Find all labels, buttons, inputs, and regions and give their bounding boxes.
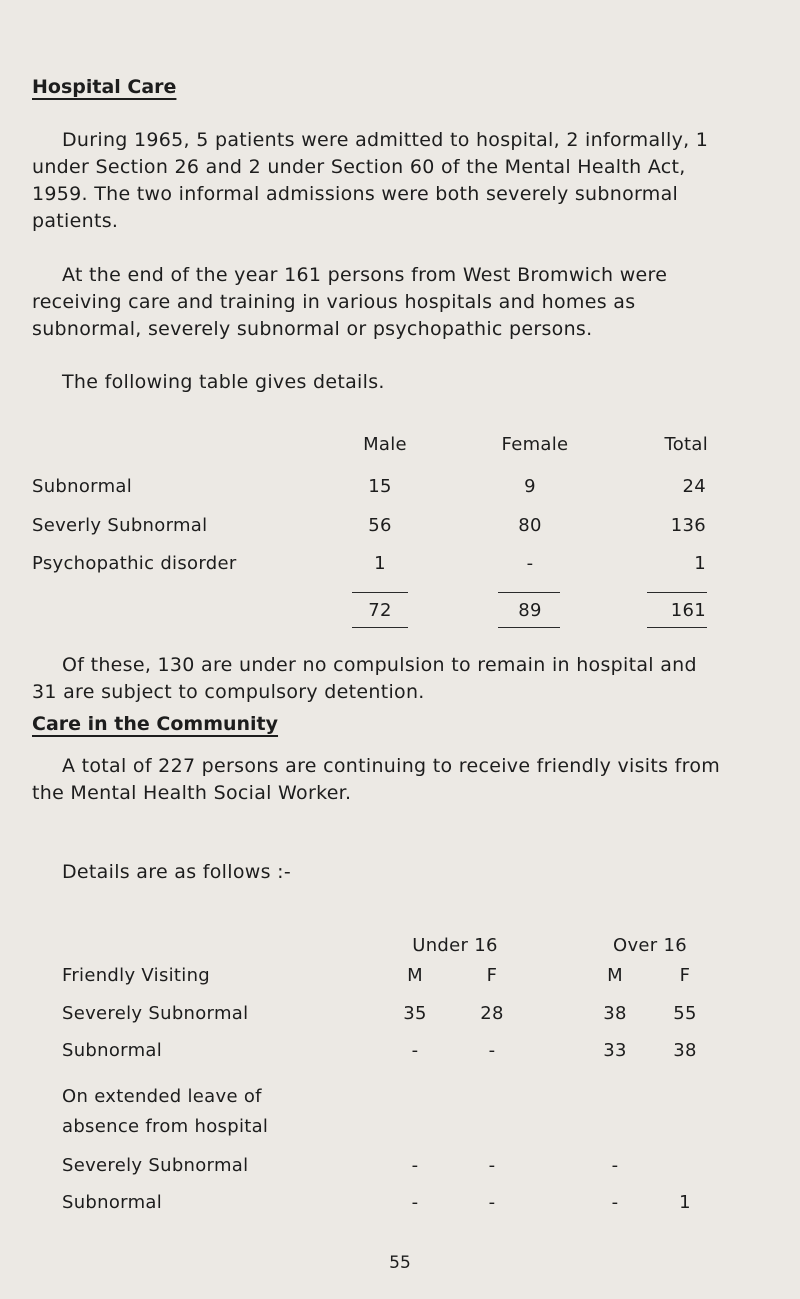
header-over-16: Over 16 [612, 935, 688, 956]
header-under-f: F [486, 965, 498, 986]
header-under-m: M [407, 965, 423, 986]
paragraph-friendly-visits: A total of 227 persons are continuing to receive friendly visits from the Mental Health Social Worker. [32, 755, 721, 804]
row-label: Severely Subnormal [62, 1003, 249, 1024]
cell-under-m: - [411, 1040, 419, 1061]
rule-total-bottom [647, 627, 707, 628]
subheading-extended-leave-line1: On extended leave of [62, 1086, 262, 1107]
paragraph-table-intro: The following table gives details. [62, 371, 385, 393]
cell-total: 1 [694, 553, 706, 574]
paragraph-persons-in-care: At the end of the year 161 persons from West Bromwich were receiving care and training in various hospitals and homes as subnormal, severely subnormal or psychopathic persons. [32, 264, 668, 340]
cell-male: 1 [374, 553, 386, 574]
cell-over-m: - [611, 1192, 619, 1213]
cell-male: 56 [368, 515, 392, 536]
rule-female-bottom [498, 627, 560, 628]
row-label: Subnormal [32, 476, 133, 497]
row-label: Severly Subnormal [32, 515, 208, 536]
paragraph-details-intro: Details are as follows :- [62, 861, 291, 883]
cell-over-f: 38 [673, 1040, 697, 1061]
paragraph-compulsion: Of these, 130 are under no compulsion to remain in hospital and 31 are subject to compulsory detention. [32, 654, 697, 703]
header-male: Male [363, 434, 407, 455]
row-label: Severely Subnormal [62, 1155, 249, 1176]
cell-over-f: 55 [673, 1003, 697, 1024]
cell-under-f: - [488, 1155, 496, 1176]
cell-over-m: - [611, 1155, 619, 1176]
rule-male-top [352, 592, 408, 593]
cell-total: 136 [670, 515, 706, 536]
cell-female: - [526, 553, 534, 574]
cell-under-f: - [488, 1192, 496, 1213]
cell-female: 80 [518, 515, 542, 536]
row-label: Subnormal [62, 1040, 163, 1061]
row-label: Subnormal [62, 1192, 163, 1213]
header-over-m: M [607, 965, 623, 986]
cell-under-f: 28 [480, 1003, 504, 1024]
total-male: 72 [368, 600, 392, 621]
header-female: Female [501, 434, 569, 455]
subheading-extended-leave-line2: absence from hospital [62, 1116, 269, 1137]
header-total: Total [664, 434, 708, 455]
row-label: Psychopathic disorder [32, 553, 237, 574]
paragraph-admissions: During 1965, 5 patients were admitted to hospital, 2 informally, 1 under Section 26 and 2 under Section 60 of the Mental Health Act, 1959. The two informal admissions were both severely subnormal patients. [32, 129, 709, 232]
header-over-f: F [679, 965, 691, 986]
page-number: 55 [389, 1253, 411, 1273]
row-header-friendly-visiting: Friendly Visiting [62, 965, 211, 986]
cell-over-f: 1 [679, 1192, 691, 1213]
total-total: 161 [670, 600, 706, 621]
section-heading-hospital-care: Hospital Care [32, 76, 177, 98]
cell-under-m: - [411, 1192, 419, 1213]
rule-female-top [498, 592, 560, 593]
cell-female: 9 [524, 476, 536, 497]
section-heading-care-in-community: Care in the Community [32, 713, 279, 735]
header-under-16: Under 16 [412, 935, 498, 956]
cell-under-m: 35 [403, 1003, 427, 1024]
cell-male: 15 [368, 476, 392, 497]
cell-under-f: - [488, 1040, 496, 1061]
total-female: 89 [518, 600, 542, 621]
rule-male-bottom [352, 627, 408, 628]
cell-under-m: - [411, 1155, 419, 1176]
rule-total-top [647, 592, 707, 593]
cell-over-m: 38 [603, 1003, 627, 1024]
cell-total: 24 [682, 476, 706, 497]
cell-over-m: 33 [603, 1040, 627, 1061]
